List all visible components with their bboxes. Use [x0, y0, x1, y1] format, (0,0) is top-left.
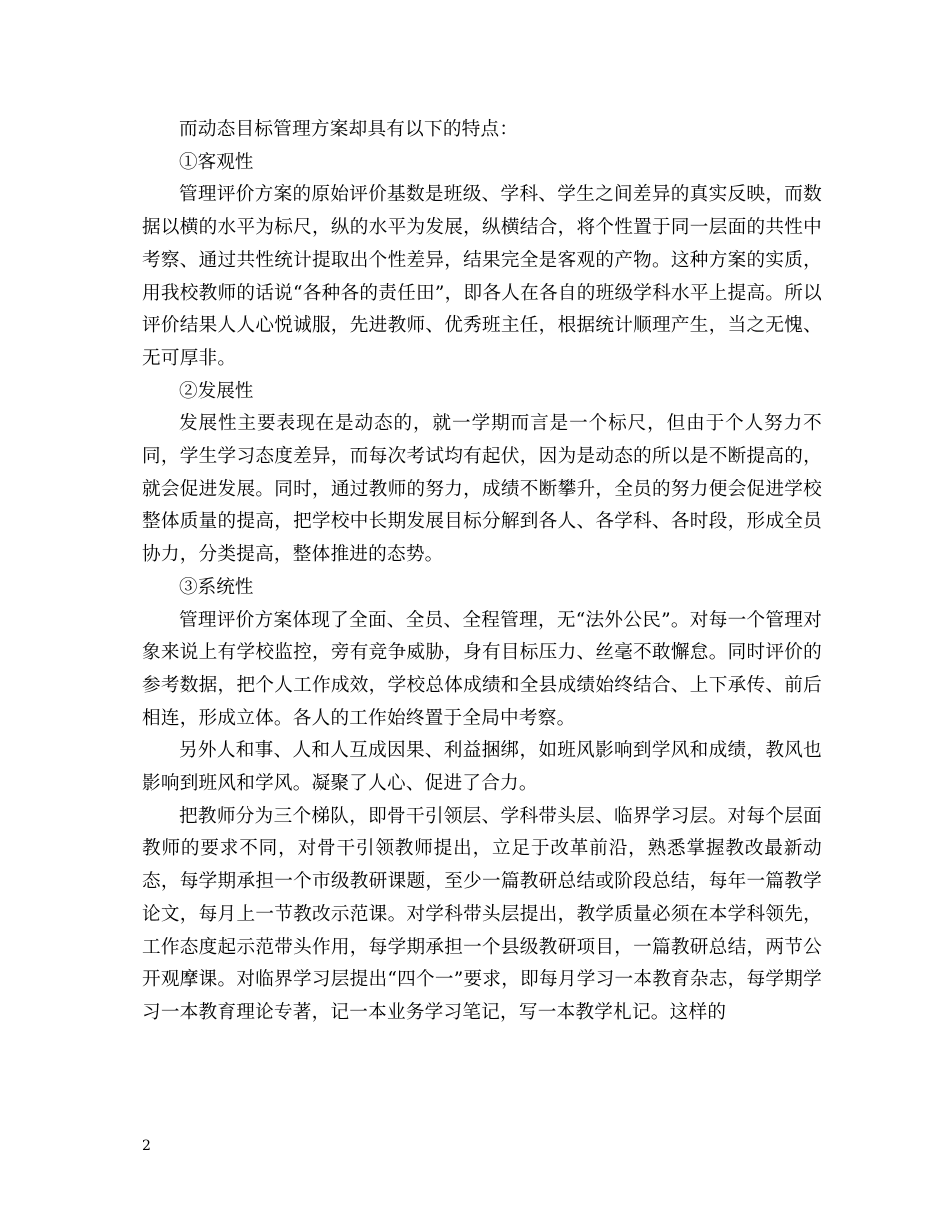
- paragraph-intro: 而动态目标管理方案却具有以下的特点：: [179, 119, 519, 140]
- heading-objectivity: ①客观性: [179, 151, 254, 173]
- paragraph-development: 发展性主要表现在是动态的，就一学期而言是一个标尺，但由于个人努力不同，学生学习态度差异，而每次考试均有起伏，因为是动态的所以是不断提高的，就会促进发展。同时，通过教师的努力，成绩不断攀升，全员的努力便会促进学校整体质量的提高，把学校中长期发展目标分解到各人、各学科、各时段，形成全员协力，分类提高，整体推进的态势。: [142, 413, 822, 566]
- paragraph-objectivity: 管理评价方案的原始评价基数是班级、学科、学生之间差异的真实反映，而数据以横的水平为标尺，纵的水平为发展，纵横结合，将个性置于同一层面的共性中考察、通过共性统计提取出个性差异，结果完全是客观的产物。这种方案的实质，用我校教师的话说“各种各的责任田”，即各人在各自的班级学科水平上提高。所以评价结果人人心悦诚服，先进教师、优秀班主任，根据统计顺理产生，当之无愧、无可厚非。: [142, 184, 822, 369]
- document-body: [142, 114, 822, 1030]
- heading-development: ②发展性: [179, 380, 254, 402]
- page-number: 2: [142, 1138, 151, 1154]
- heading-systematic: ③系统性: [179, 576, 254, 598]
- paragraph-interrelation: 另外人和事、人和人互成因果、利益捆绑，如班风影响到学风和成绩，教风也影响到班风和学风。凝聚了人心、促进了合力。: [142, 740, 822, 795]
- paragraph-teacher-tiers: 把教师分为三个梯队，即骨干引领层、学科带头层、临界学习层。对每个层面教师的要求不同，对骨干引领教师提出，立足于改革前沿，熟悉掌握教改最新动态，每学期承担一个市级教研课题，至少一篇教研总结或阶段总结，每年一篇教学论文，每月上一节教改示范课。对学科带头层提出，教学质量必须在本学科领先，工作态度起示范带头作用，每学期承担一个县级教研项目，一篇教研总结，两节公开观摩课。对临界学习层提出“四个一”要求，即每月学习一本教育杂志，每学期学习一本教育理论专著，记一本业务学习笔记，写一本教学札记。这样的: [142, 805, 822, 1023]
- paragraph-systematic: 管理评价方案体现了全面、全员、全程管理，无“法外公民”。对每一个管理对象来说上有学校监控，旁有竞争威胁，身有目标压力、丝毫不敢懈怠。同时评价的参考数据，把个人工作成效，学校总体成绩和全县成绩始终结合、上下承传、前后相连，形成立体。各人的工作始终置于全局中考察。: [142, 609, 822, 729]
